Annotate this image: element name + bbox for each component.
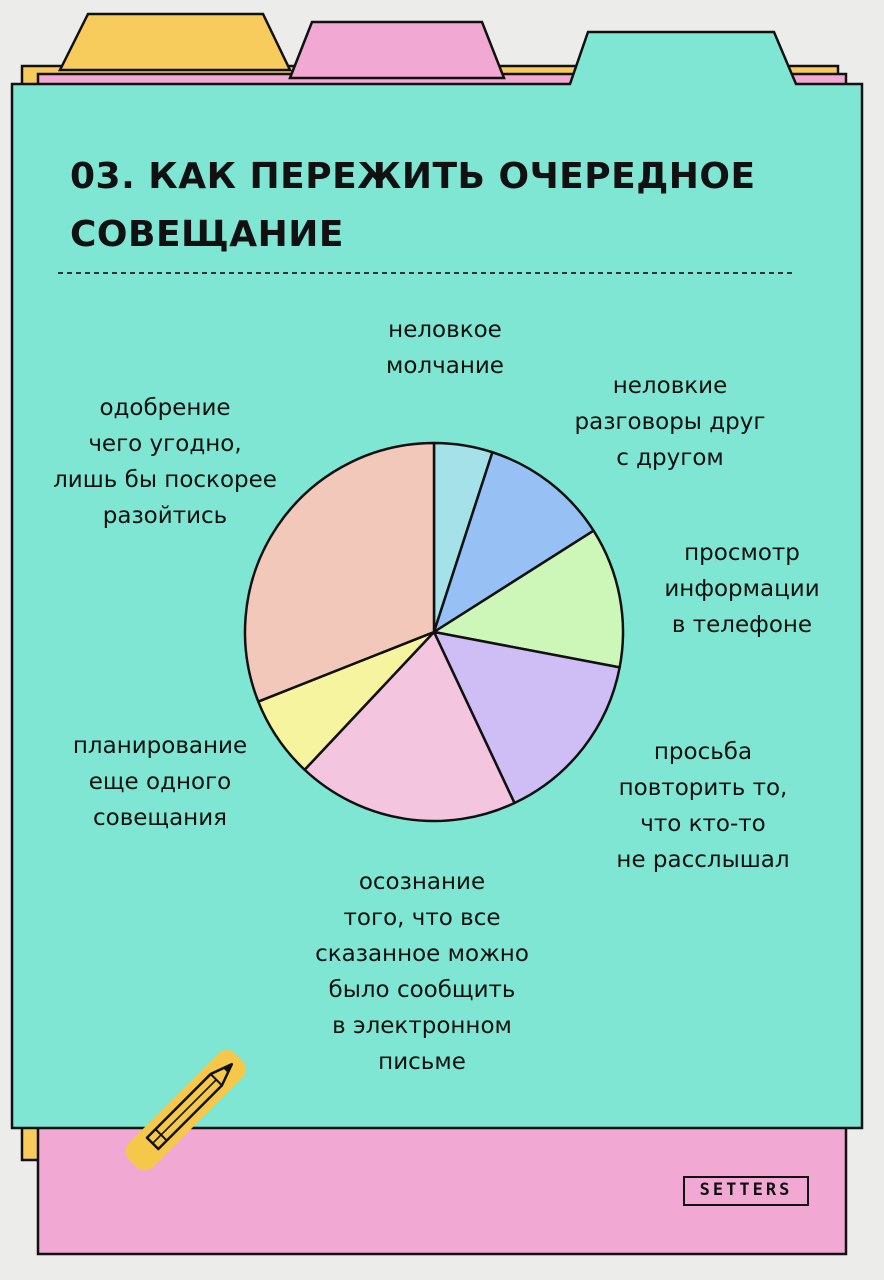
- slice-label-line: лишь бы поскорее: [53, 467, 277, 493]
- slice-label-line: просмотр: [684, 540, 800, 566]
- slice-label-line: было сообщить: [328, 977, 516, 1003]
- slice-label-repeat: [578, 734, 828, 878]
- slice-label-line: с другом: [616, 445, 724, 471]
- title-line-2: СОВЕЩАНИЕ: [70, 214, 344, 255]
- slice-label-line: просьба: [653, 739, 753, 765]
- slice-label-line: в электронном: [332, 1013, 512, 1039]
- slice-label-approval: [20, 390, 310, 534]
- slice-label-planning: [35, 728, 285, 836]
- slice-label-line: разойтись: [102, 503, 228, 529]
- slice-label-line: осознание: [358, 869, 486, 895]
- slice-label-line: молчание: [386, 353, 504, 379]
- slice-label-line: планирование: [72, 733, 248, 759]
- slice-label-awkward-talks: [530, 368, 810, 476]
- slice-label-line: сказанное можно: [315, 941, 529, 967]
- slice-label-line: разговоры друг: [574, 409, 766, 435]
- pink-tab: [290, 22, 504, 78]
- slice-label-line: что кто-то: [640, 811, 766, 837]
- slice-label-line: одобрение: [99, 395, 231, 421]
- title-line-1: 03. КАК ПЕРЕЖИТЬ ОЧЕРЕДНОЕ: [70, 156, 756, 197]
- slice-label-line: совещания: [92, 805, 227, 831]
- slice-label-line: неловкие: [612, 373, 728, 399]
- slice-label-line: неловкое: [388, 317, 502, 343]
- slice-label-awkward-silence: [345, 312, 545, 384]
- slice-label-email: [282, 864, 562, 1080]
- slice-label-line: письме: [378, 1049, 466, 1075]
- page-title: [70, 148, 830, 264]
- slice-label-line: еще одного: [88, 769, 232, 795]
- slice-label-line: не расслышал: [616, 847, 790, 873]
- brand-logo: SETTERS: [683, 1176, 809, 1206]
- slice-label-phone: [632, 535, 852, 643]
- slice-label-line: информации: [664, 576, 820, 602]
- slice-label-line: того, что все: [343, 905, 501, 931]
- slice-label-line: повторить то,: [618, 775, 788, 801]
- yellow-tab: [60, 14, 290, 70]
- slice-label-line: в телефоне: [671, 612, 813, 638]
- slice-label-line: чего угодно,: [88, 431, 242, 457]
